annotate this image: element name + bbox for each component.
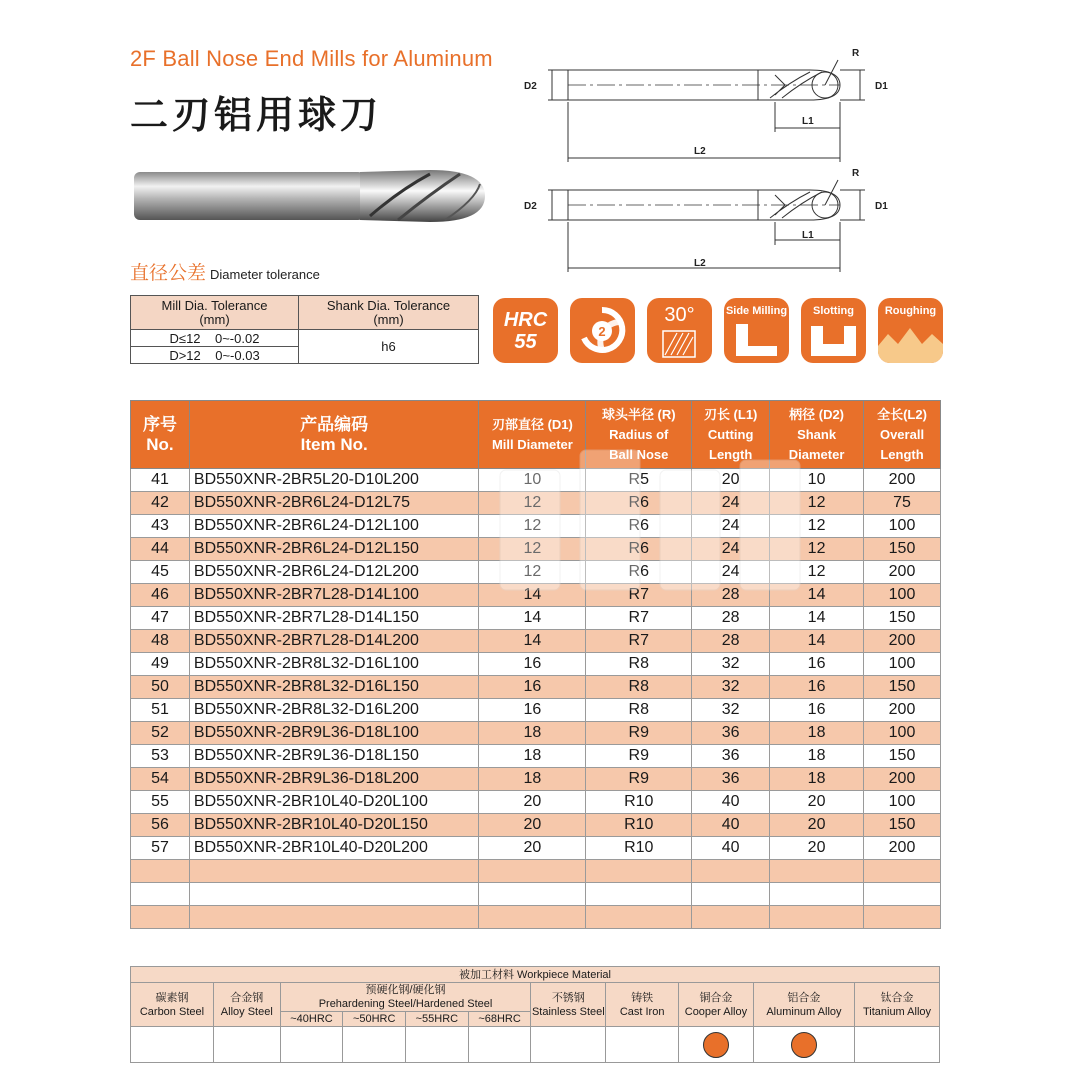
diagram-l1-label: L1 xyxy=(802,116,814,127)
hardness-50hrc: ~50HRC xyxy=(343,1012,406,1027)
helix-angle-badge xyxy=(647,298,712,363)
cell-d1: 12 xyxy=(479,561,586,584)
cell-empty xyxy=(692,883,770,906)
cell-l2: 100 xyxy=(864,653,941,676)
header-l2-en: Overall xyxy=(879,426,925,442)
material-titanium-alloy xyxy=(854,983,939,1027)
flute-count: 2 xyxy=(598,324,606,339)
side-milling-label: Side Milling xyxy=(725,305,788,317)
table-row xyxy=(131,699,941,722)
material-cn: 钛合金 xyxy=(880,991,914,1004)
cell-l1: 36 xyxy=(692,722,770,745)
cell-item: BD550XNR-2BR6L24-D12L100 xyxy=(189,515,479,538)
cell-l2: 200 xyxy=(864,768,941,791)
cell-r: R8 xyxy=(586,653,692,676)
cell-empty xyxy=(189,883,479,906)
table-row xyxy=(131,791,941,814)
cell-d2: 20 xyxy=(770,814,864,837)
cell-r: R6 xyxy=(586,492,692,515)
cell-empty xyxy=(770,883,864,906)
diagram-d1-label: D1 xyxy=(875,201,888,212)
cell-no: 47 xyxy=(131,607,190,630)
header-l2-cn: 全长(L2) xyxy=(877,406,927,422)
cell-empty xyxy=(692,860,770,883)
cell-l2: 150 xyxy=(864,814,941,837)
diagram-d2-label: D2 xyxy=(524,201,537,212)
cell-l2: 100 xyxy=(864,584,941,607)
cell-d1: 14 xyxy=(479,607,586,630)
table-row xyxy=(131,607,941,630)
cell-d2: 18 xyxy=(770,745,864,768)
cell-l2: 200 xyxy=(864,699,941,722)
cell-r: R6 xyxy=(586,515,692,538)
cell-item: BD550XNR-2BR10L40-D20L200 xyxy=(189,837,479,860)
header-r xyxy=(586,401,692,469)
header-l1 xyxy=(692,401,770,469)
cell-no: 57 xyxy=(131,837,190,860)
material-cn: 铸铁 xyxy=(631,991,654,1004)
slotting-badge xyxy=(801,298,866,363)
cell-empty xyxy=(479,906,586,929)
diagram-d1-label: D1 xyxy=(875,81,888,92)
cell-item: BD550XNR-2BR6L24-D12L75 xyxy=(189,492,479,515)
suitability-40hrc xyxy=(280,1027,343,1063)
cell-no: 49 xyxy=(131,653,190,676)
cell-empty xyxy=(586,906,692,929)
side-milling-badge xyxy=(724,298,789,363)
page-title-en: 2F Ball Nose End Mills for Aluminum xyxy=(130,46,493,71)
table-row xyxy=(131,768,941,791)
material-stainless-steel xyxy=(531,983,606,1027)
header-d2 xyxy=(770,401,864,469)
cell-d2: 20 xyxy=(770,791,864,814)
cell-r: R6 xyxy=(586,561,692,584)
cell-r: R7 xyxy=(586,584,692,607)
product-rows xyxy=(131,469,941,929)
suitability-copper-alloy xyxy=(679,1027,754,1063)
suitability-50hrc xyxy=(343,1027,406,1063)
cell-d1: 12 xyxy=(479,492,586,515)
header-l1-cn: 刃长 (L1) xyxy=(703,406,758,422)
cell-l2: 200 xyxy=(864,837,941,860)
cell-d2: 12 xyxy=(770,492,864,515)
material-cn: 铜合金 xyxy=(699,991,733,1004)
table-row xyxy=(131,584,941,607)
header-l2 xyxy=(864,401,941,469)
cell-d2: 14 xyxy=(770,584,864,607)
material-cn: 合金钢 xyxy=(230,991,264,1004)
two-flute-icon xyxy=(570,298,635,363)
cell-no: 52 xyxy=(131,722,190,745)
recommended-dot-icon xyxy=(791,1032,817,1058)
material-en: Aluminum Alloy xyxy=(766,1005,842,1018)
mill-tolerance-header: Mill Dia. Tolerance (mm) xyxy=(131,296,299,330)
material-cast-iron xyxy=(606,983,679,1027)
cell-l1: 32 xyxy=(692,676,770,699)
table-row xyxy=(131,676,941,699)
page-title-cn: 二刃铝用球刀 xyxy=(130,93,383,137)
material-en: Cooper Alloy xyxy=(684,1005,748,1018)
cell-empty xyxy=(864,906,941,929)
cell-r: R5 xyxy=(586,469,692,492)
material-aluminum-alloy xyxy=(753,983,854,1027)
cell-l1: 20 xyxy=(692,469,770,492)
feature-badges xyxy=(493,298,943,363)
header-no-en: No. xyxy=(146,434,174,454)
suitability-alloy-steel xyxy=(213,1027,280,1063)
slotting-label: Slotting xyxy=(813,305,854,317)
header-d2-en: Diameter xyxy=(788,446,845,462)
header-d1 xyxy=(479,401,586,469)
diagram-l2-label: L2 xyxy=(694,258,706,269)
cell-l1: 36 xyxy=(692,745,770,768)
material-cn: 不锈钢 xyxy=(551,991,585,1004)
table-row xyxy=(131,837,941,860)
technical-drawing xyxy=(520,40,900,280)
tolerance-title xyxy=(130,258,320,285)
header-d1-cn: 刃部直径 (D1) xyxy=(491,416,573,432)
table-row xyxy=(131,469,941,492)
cell-r: R9 xyxy=(586,768,692,791)
header-item-en: Item No. xyxy=(300,434,368,454)
cell-no: 55 xyxy=(131,791,190,814)
diagram-r-label: R xyxy=(852,168,860,179)
cell-d1: 14 xyxy=(479,584,586,607)
cell-l1: 40 xyxy=(692,791,770,814)
cell-l1: 24 xyxy=(692,538,770,561)
cell-d2: 16 xyxy=(770,699,864,722)
table-row xyxy=(131,630,941,653)
cell-l2: 200 xyxy=(864,469,941,492)
cell-item: BD550XNR-2BR9L36-D18L100 xyxy=(189,722,479,745)
cell-r: R7 xyxy=(586,607,692,630)
cell-empty xyxy=(692,906,770,929)
cell-d1: 16 xyxy=(479,653,586,676)
cell-no: 43 xyxy=(131,515,190,538)
cell-d1: 12 xyxy=(479,538,586,561)
cell-d1: 12 xyxy=(479,515,586,538)
suitability-68hrc xyxy=(468,1027,531,1063)
header-d2-en: Shank xyxy=(797,426,837,442)
roughing-badge xyxy=(878,298,943,363)
suitability-titanium-alloy xyxy=(854,1027,939,1063)
cell-item: BD550XNR-2BR7L28-D14L150 xyxy=(189,607,479,630)
material-copper-alloy xyxy=(679,983,754,1027)
cell-no: 51 xyxy=(131,699,190,722)
cell-r: R7 xyxy=(586,630,692,653)
cell-d2: 18 xyxy=(770,768,864,791)
cell-d1: 20 xyxy=(479,837,586,860)
material-en: Alloy Steel xyxy=(220,1005,273,1018)
cell-d2: 16 xyxy=(770,653,864,676)
cell-l1: 24 xyxy=(692,515,770,538)
table-row-empty xyxy=(131,860,941,883)
helix-angle-value: 30° xyxy=(664,304,695,326)
tolerance-table xyxy=(130,295,479,364)
cell-l2: 100 xyxy=(864,515,941,538)
cell-no: 54 xyxy=(131,768,190,791)
hardness-68hrc: ~68HRC xyxy=(468,1012,531,1027)
suitability-cast-iron xyxy=(606,1027,679,1063)
cell-d1: 10 xyxy=(479,469,586,492)
suitability-55hrc xyxy=(406,1027,469,1063)
cell-d1: 16 xyxy=(479,699,586,722)
cell-d2: 18 xyxy=(770,722,864,745)
cell-item: BD550XNR-2BR10L40-D20L100 xyxy=(189,791,479,814)
cell-empty xyxy=(586,883,692,906)
cell-item: BD550XNR-2BR5L20-D10L200 xyxy=(189,469,479,492)
hrc-badge xyxy=(493,298,558,363)
cell-r: R9 xyxy=(586,745,692,768)
header-no xyxy=(131,401,190,469)
cell-l1: 40 xyxy=(692,814,770,837)
cell-d1: 20 xyxy=(479,791,586,814)
cell-item: BD550XNR-2BR9L36-D18L150 xyxy=(189,745,479,768)
material-alloy-steel xyxy=(213,983,280,1027)
cell-no: 53 xyxy=(131,745,190,768)
cell-r: R9 xyxy=(586,722,692,745)
table-row xyxy=(131,745,941,768)
material-en: Prehardening Steel/Hardened Steel xyxy=(318,998,493,1010)
cell-l1: 24 xyxy=(692,561,770,584)
hrc-label: HRC xyxy=(503,308,548,331)
cell-empty xyxy=(586,860,692,883)
cell-l1: 32 xyxy=(692,653,770,676)
header-item xyxy=(189,401,479,469)
cell-empty xyxy=(189,860,479,883)
cell-no: 42 xyxy=(131,492,190,515)
material-cn: 铝合金 xyxy=(787,991,821,1004)
table-row-empty xyxy=(131,883,941,906)
tolerance-title-cn: 直径公差 xyxy=(130,262,207,284)
cell-l2: 75 xyxy=(864,492,941,515)
cell-l2: 150 xyxy=(864,745,941,768)
hrc-value: 55 xyxy=(514,330,537,353)
table-row xyxy=(131,515,941,538)
cell-l2: 200 xyxy=(864,561,941,584)
cell-empty xyxy=(864,860,941,883)
cell-r: R10 xyxy=(586,814,692,837)
table-row xyxy=(131,722,941,745)
cell-l2: 100 xyxy=(864,791,941,814)
material-cn: 碳素钢 xyxy=(155,991,189,1004)
cell-item: BD550XNR-2BR8L32-D16L100 xyxy=(189,653,479,676)
material-hardened-steel xyxy=(280,983,531,1012)
cell-no: 50 xyxy=(131,676,190,699)
cell-item: BD550XNR-2BR6L24-D12L150 xyxy=(189,538,479,561)
header-r-en: Radius of xyxy=(609,426,669,442)
suitability-aluminum-alloy xyxy=(753,1027,854,1063)
tolerance-title-en: Diameter tolerance xyxy=(210,267,320,282)
cell-d1: 20 xyxy=(479,814,586,837)
cell-d2: 12 xyxy=(770,538,864,561)
cell-no: 44 xyxy=(131,538,190,561)
cell-item: BD550XNR-2BR9L36-D18L200 xyxy=(189,768,479,791)
cell-empty xyxy=(864,883,941,906)
header-l2-en: Length xyxy=(880,446,924,462)
cell-l1: 28 xyxy=(692,607,770,630)
shank-tolerance-header: Shank Dia. Tolerance (mm) xyxy=(299,296,479,330)
header-d2-cn: 柄径 (D2) xyxy=(789,406,845,422)
cell-no: 48 xyxy=(131,630,190,653)
cell-d2: 14 xyxy=(770,607,864,630)
workpiece-material-table xyxy=(130,966,940,1063)
material-cn: 预硬化钢/硬化钢 xyxy=(365,984,446,996)
cell-d1: 16 xyxy=(479,676,586,699)
cell-l2: 150 xyxy=(864,676,941,699)
cell-d1: 18 xyxy=(479,768,586,791)
header-item-cn: 产品编码 xyxy=(300,414,369,434)
cell-d1: 14 xyxy=(479,630,586,653)
diagram-l1-label: L1 xyxy=(802,230,814,241)
header-l1-en: Length xyxy=(709,446,753,462)
material-en: Cast Iron xyxy=(619,1005,665,1018)
table-row xyxy=(131,538,941,561)
diagram-r-label: R xyxy=(852,48,860,59)
material-table-title: 被加工材料 Workpiece Material xyxy=(131,967,940,983)
cell-empty xyxy=(131,883,190,906)
header-no-cn: 序号 xyxy=(142,414,177,434)
flute-count-badge xyxy=(570,298,635,363)
cell-no: 46 xyxy=(131,584,190,607)
cell-d2: 12 xyxy=(770,515,864,538)
hardness-55hrc: ~55HRC xyxy=(406,1012,469,1027)
suitability-carbon-steel xyxy=(131,1027,214,1063)
cell-empty xyxy=(479,860,586,883)
cell-l1: 28 xyxy=(692,584,770,607)
cell-r: R8 xyxy=(586,699,692,722)
cell-d2: 12 xyxy=(770,561,864,584)
roughing-label: Roughing xyxy=(884,305,937,317)
cell-empty xyxy=(189,906,479,929)
cell-l1: 40 xyxy=(692,837,770,860)
header-d1-en: Mill Diameter xyxy=(491,436,573,452)
table-row xyxy=(131,653,941,676)
hardness-40hrc: ~40HRC xyxy=(280,1012,343,1027)
cell-l1: 24 xyxy=(692,492,770,515)
material-carbon-steel xyxy=(131,983,214,1027)
table-row xyxy=(131,561,941,584)
mill-tolerance-value: D≤12 0~-0.02 xyxy=(131,330,299,347)
cell-r: R8 xyxy=(586,676,692,699)
shank-tolerance-value: h6 xyxy=(299,330,479,364)
cell-l1: 28 xyxy=(692,630,770,653)
cell-no: 41 xyxy=(131,469,190,492)
cell-item: BD550XNR-2BR6L24-D12L200 xyxy=(189,561,479,584)
cell-l2: 150 xyxy=(864,607,941,630)
cell-d2: 10 xyxy=(770,469,864,492)
cell-r: R10 xyxy=(586,837,692,860)
cell-empty xyxy=(770,860,864,883)
diagram-l2-label: L2 xyxy=(694,146,706,157)
material-en: Stainless Steel xyxy=(531,1005,605,1018)
cell-empty xyxy=(131,860,190,883)
cell-no: 45 xyxy=(131,561,190,584)
product-table xyxy=(130,400,941,929)
cell-item: BD550XNR-2BR8L32-D16L150 xyxy=(189,676,479,699)
cell-l2: 100 xyxy=(864,722,941,745)
header-r-cn: 球头半径 (R) xyxy=(601,406,676,422)
cell-d1: 18 xyxy=(479,745,586,768)
cell-l1: 36 xyxy=(692,768,770,791)
header-r-en: Ball Nose xyxy=(609,446,669,462)
suitability-stainless-steel xyxy=(531,1027,606,1063)
cell-empty xyxy=(479,883,586,906)
end-mill-photo xyxy=(130,160,490,232)
cell-d2: 20 xyxy=(770,837,864,860)
cell-d1: 18 xyxy=(479,722,586,745)
cell-r: R10 xyxy=(586,791,692,814)
cell-item: BD550XNR-2BR8L32-D16L200 xyxy=(189,699,479,722)
cell-l2: 150 xyxy=(864,538,941,561)
table-row-empty xyxy=(131,906,941,929)
table-row xyxy=(131,814,941,837)
cell-item: BD550XNR-2BR7L28-D14L200 xyxy=(189,630,479,653)
cell-l1: 32 xyxy=(692,699,770,722)
diagram-d2-label: D2 xyxy=(524,81,537,92)
cell-item: BD550XNR-2BR7L28-D14L100 xyxy=(189,584,479,607)
table-row xyxy=(131,492,941,515)
mill-tolerance-value: D>12 0~-0.03 xyxy=(131,347,299,364)
material-en: Carbon Steel xyxy=(139,1005,205,1018)
cell-item: BD550XNR-2BR10L40-D20L150 xyxy=(189,814,479,837)
cell-empty xyxy=(770,906,864,929)
cell-empty xyxy=(131,906,190,929)
cell-l2: 200 xyxy=(864,630,941,653)
cell-r: R6 xyxy=(586,538,692,561)
cell-d2: 14 xyxy=(770,630,864,653)
header-l1-en: Cutting xyxy=(707,426,754,442)
recommended-dot-icon xyxy=(703,1032,729,1058)
cell-no: 56 xyxy=(131,814,190,837)
cell-d2: 16 xyxy=(770,676,864,699)
material-en: Titanium Alloy xyxy=(862,1005,932,1018)
